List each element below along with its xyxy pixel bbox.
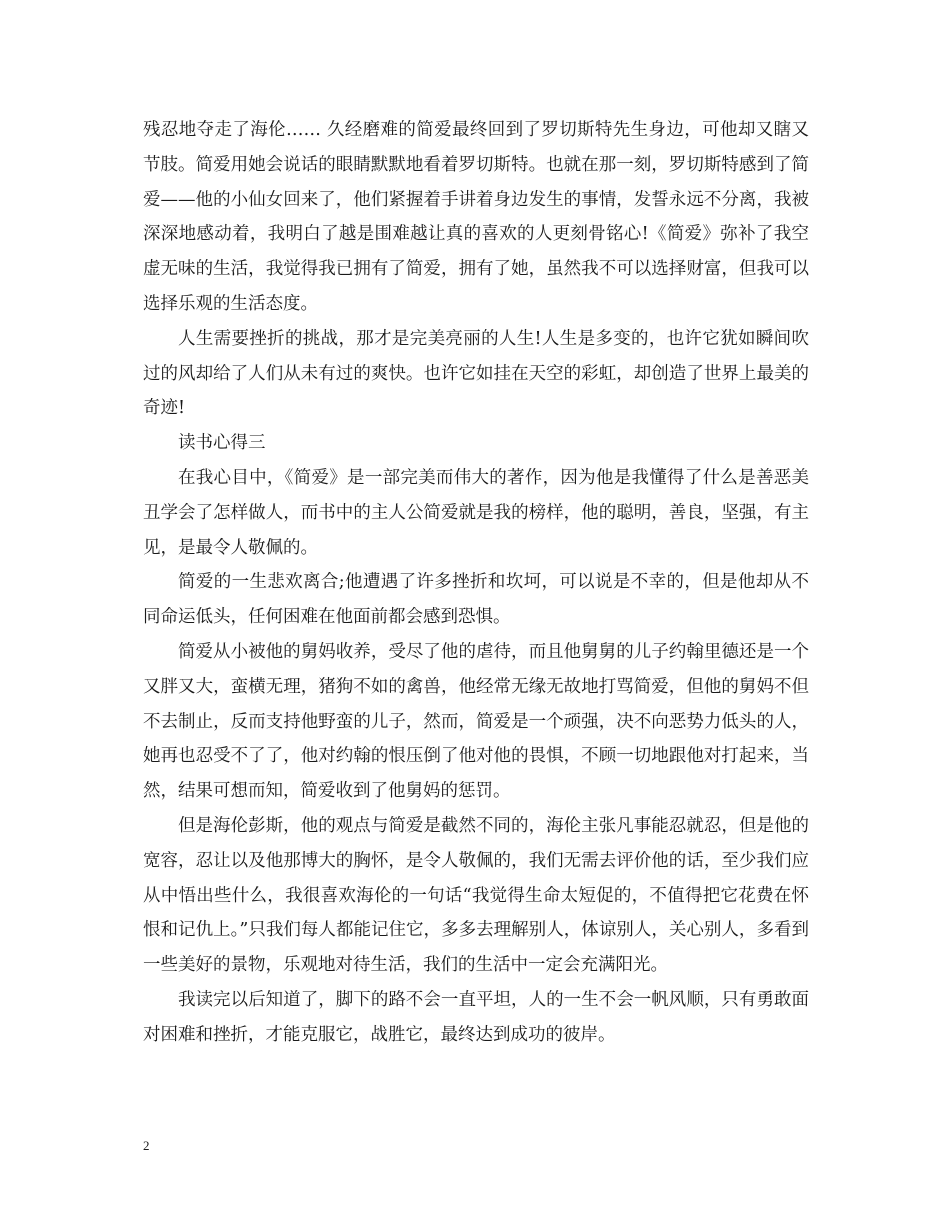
section-heading: 读书心得三: [178, 433, 266, 454]
paragraph-7: 我读完以后知道了，脚下的路不会一直平坦，人的一生不会一帆风顺，只有勇敢面对困难和挫折，才能克服它，战胜它，最终达到成功的彼岸。: [143, 989, 809, 1045]
paragraph-4: 简爱的一生悲欢离合;他遭遇了许多挫折和坎坷，可以说是不幸的，但是他却从不同命运低头，任何困难在他面前都会感到恐惧。: [143, 572, 809, 628]
paragraph-3: 在我心目中，《简爱》是一部完美而伟大的著作，因为他是我懂得了什么是善恶美丑学会了怎样做人，而书中的主人公简爱就是我的榜样，他的聪明，善良，坚强，有主见，是最令人敬佩的。: [143, 467, 809, 558]
document-body: [143, 113, 809, 1053]
page-number: 2: [143, 1138, 150, 1153]
paragraph-5: 简爱从小被他的舅妈收养，受尽了他的虐待，而且他舅舅的儿子约翰里德还是一个又胖又大，蛮横无理，猪狗不如的禽兽，他经常无缘无故地打骂简爱，但他的舅妈不但不去制止，反而支持他野蛮的儿子，然而，简爱是一个顽强，决不向恶势力低头的人，她再也忍受不了了，他对约翰的恨压倒了他对他的畏惧，不顾一切地跟他对打起来，当然，结果可想而知，简爱收到了他舅妈的惩罚。: [143, 641, 809, 802]
paragraph-6: 但是海伦彭斯，他的观点与简爱是截然不同的，海伦主张凡事能忍就忍，但是他的宽容，忍让以及他那博大的胸怀，是令人敬佩的，我们无需去评价他的话，至少我们应从中悟出些什么，我很喜欢海伦的一句话“我觉得生命太短促的，不值得把它花费在怀恨和记仇上。”只我们每人都能记住它，多多去理解别人，体谅别人，关心别人，多看到一些美好的景物，乐观地对待生活，我们的生活中一定会充满阳光。: [143, 815, 809, 976]
paragraph-1: 残忍地夺走了海伦…… 久经磨难的简爱最终回到了罗切斯特先生身边，可他却又瞎又节肢。简爱用她会说话的眼睛默默地看着罗切斯特。也就在那一刻，罗切斯特感到了简爱——他的小仙女回来了，他们紧握着手讲着身边发生的事情，发誓永远不分离，我被深深地感动着，我明白了越是围难越让真的喜欢的人更刻骨铭心!《简爱》弥补了我空虚无味的生活，我觉得我已拥有了简爱，拥有了她，虽然我不可以选择财富，但我可以选择乐观的生活态度。: [143, 120, 809, 314]
paragraph-2: 人生需要挫折的挑战，那才是完美亮丽的人生!人生是多变的，也许它犹如瞬间吹过的风却给了人们从未有过的爽快。也许它如挂在天空的彩虹，却创造了世界上最美的奇迹!: [143, 328, 809, 419]
